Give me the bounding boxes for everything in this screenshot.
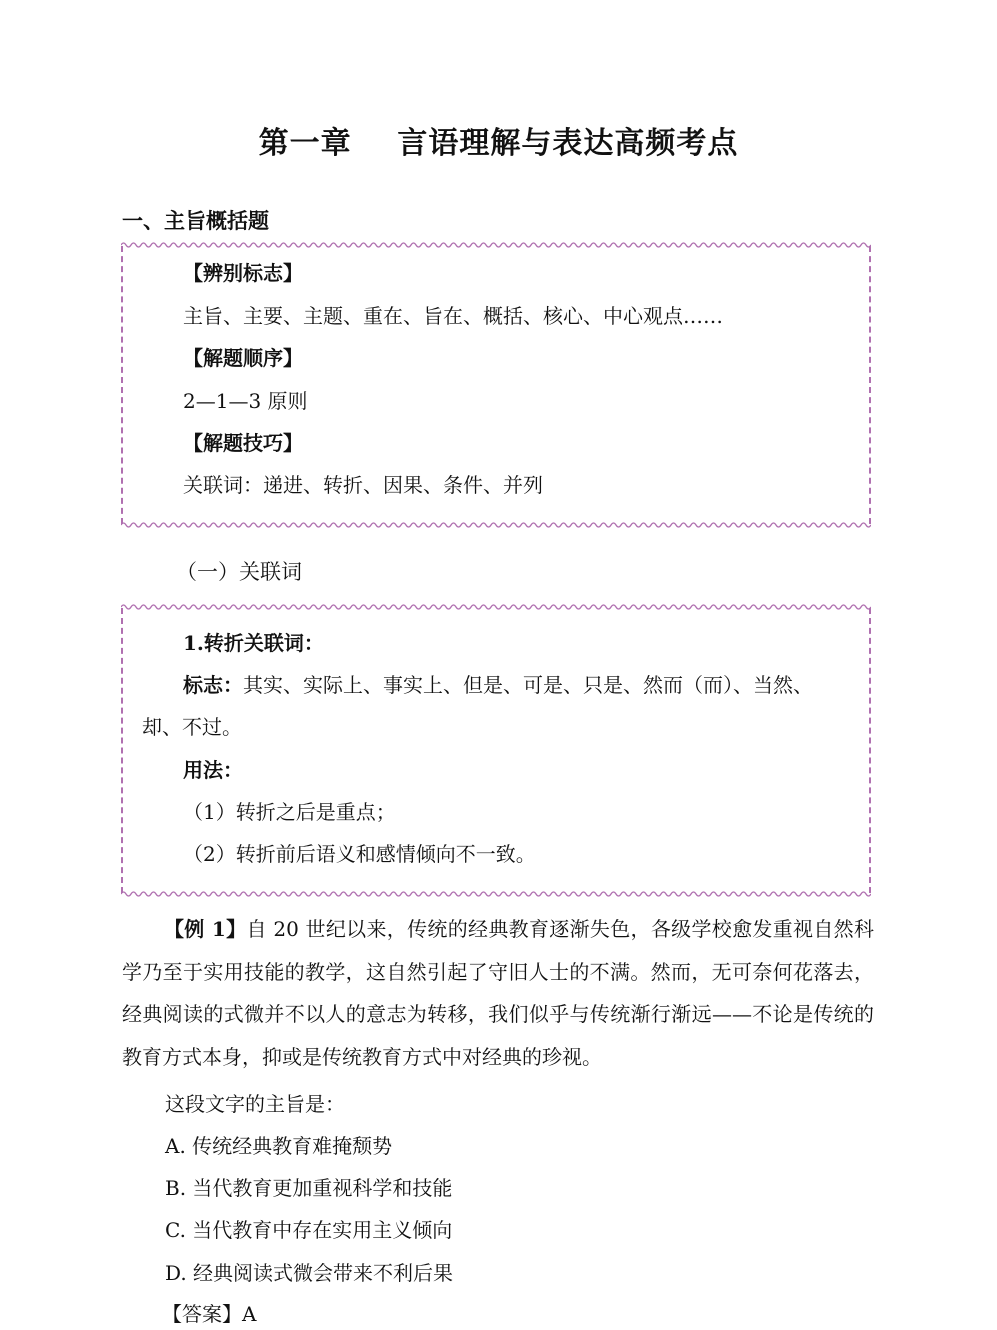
mark-text: 其实、实际上、事实上、但是、可是、只是、然而（而）、当然、: [243, 673, 813, 697]
mark-label: 标志：: [183, 673, 243, 697]
example-text: 自 20 世纪以来，传统的经典教育逐渐失色，各级学校愈发重视自然科学乃至于实用技能的教学，这自然引起了守旧人士的不满。然而，无可奈何花落去，经典阅读的式微并不以人的意志为转移，我们似乎与传统渐行渐远——不论是传统的教育方式本身，抑或是传统教育方式中对经典的珍视。: [122, 917, 874, 1069]
wave-border-bottom: [121, 520, 871, 530]
option-b: B. 当代教育更加重视科学和技能: [165, 1176, 453, 1200]
option-a: A. 传统经典教育难掩颓势: [165, 1134, 393, 1158]
option-d: D. 经典阅读式微会带来不利后果: [165, 1261, 454, 1285]
identify-box: [121, 246, 871, 524]
order-text: 2—1—3 原则: [183, 389, 308, 413]
usage-item-1: （1）转折之后是重点；: [183, 800, 396, 824]
identify-text: 主旨、主要、主题、重在、旨在、概括、核心、中心观点……: [183, 304, 723, 328]
wave-border-bottom: [121, 889, 871, 899]
example-paragraph: [122, 908, 874, 1078]
usage-label: 用法：: [183, 758, 243, 782]
skill-label: 【解题技巧】: [183, 431, 303, 455]
wave-border-top: [121, 602, 871, 612]
section-title: 一、主旨概括题: [122, 209, 269, 233]
chapter-title: 第一章 言语理解与表达高频考点: [258, 126, 739, 161]
conjunction-box: [121, 608, 871, 893]
example-label: 【例 1】: [164, 917, 247, 941]
subsection-title: （一）关联词: [176, 560, 302, 584]
skill-text: 关联词：递进、转折、因果、条件、并列: [183, 473, 543, 497]
option-c: C. 当代教育中存在实用主义倾向: [165, 1218, 453, 1242]
identify-label: 【辨别标志】: [183, 261, 303, 285]
answer-line: [162, 1298, 256, 1327]
answer-label: 【答案】: [162, 1302, 242, 1326]
mark-line-1: [183, 672, 813, 698]
order-label: 【解题顺序】: [183, 346, 303, 370]
answer-value: A: [242, 1302, 257, 1326]
conjunction-heading: 1.转折关联词：: [183, 631, 324, 655]
question-stem: 这段文字的主旨是：: [165, 1092, 345, 1116]
wave-border-top: [121, 240, 871, 250]
mark-line-2: 却、不过。: [142, 715, 242, 739]
usage-item-2: （2）转折前后语义和感情倾向不一致。: [183, 842, 536, 866]
